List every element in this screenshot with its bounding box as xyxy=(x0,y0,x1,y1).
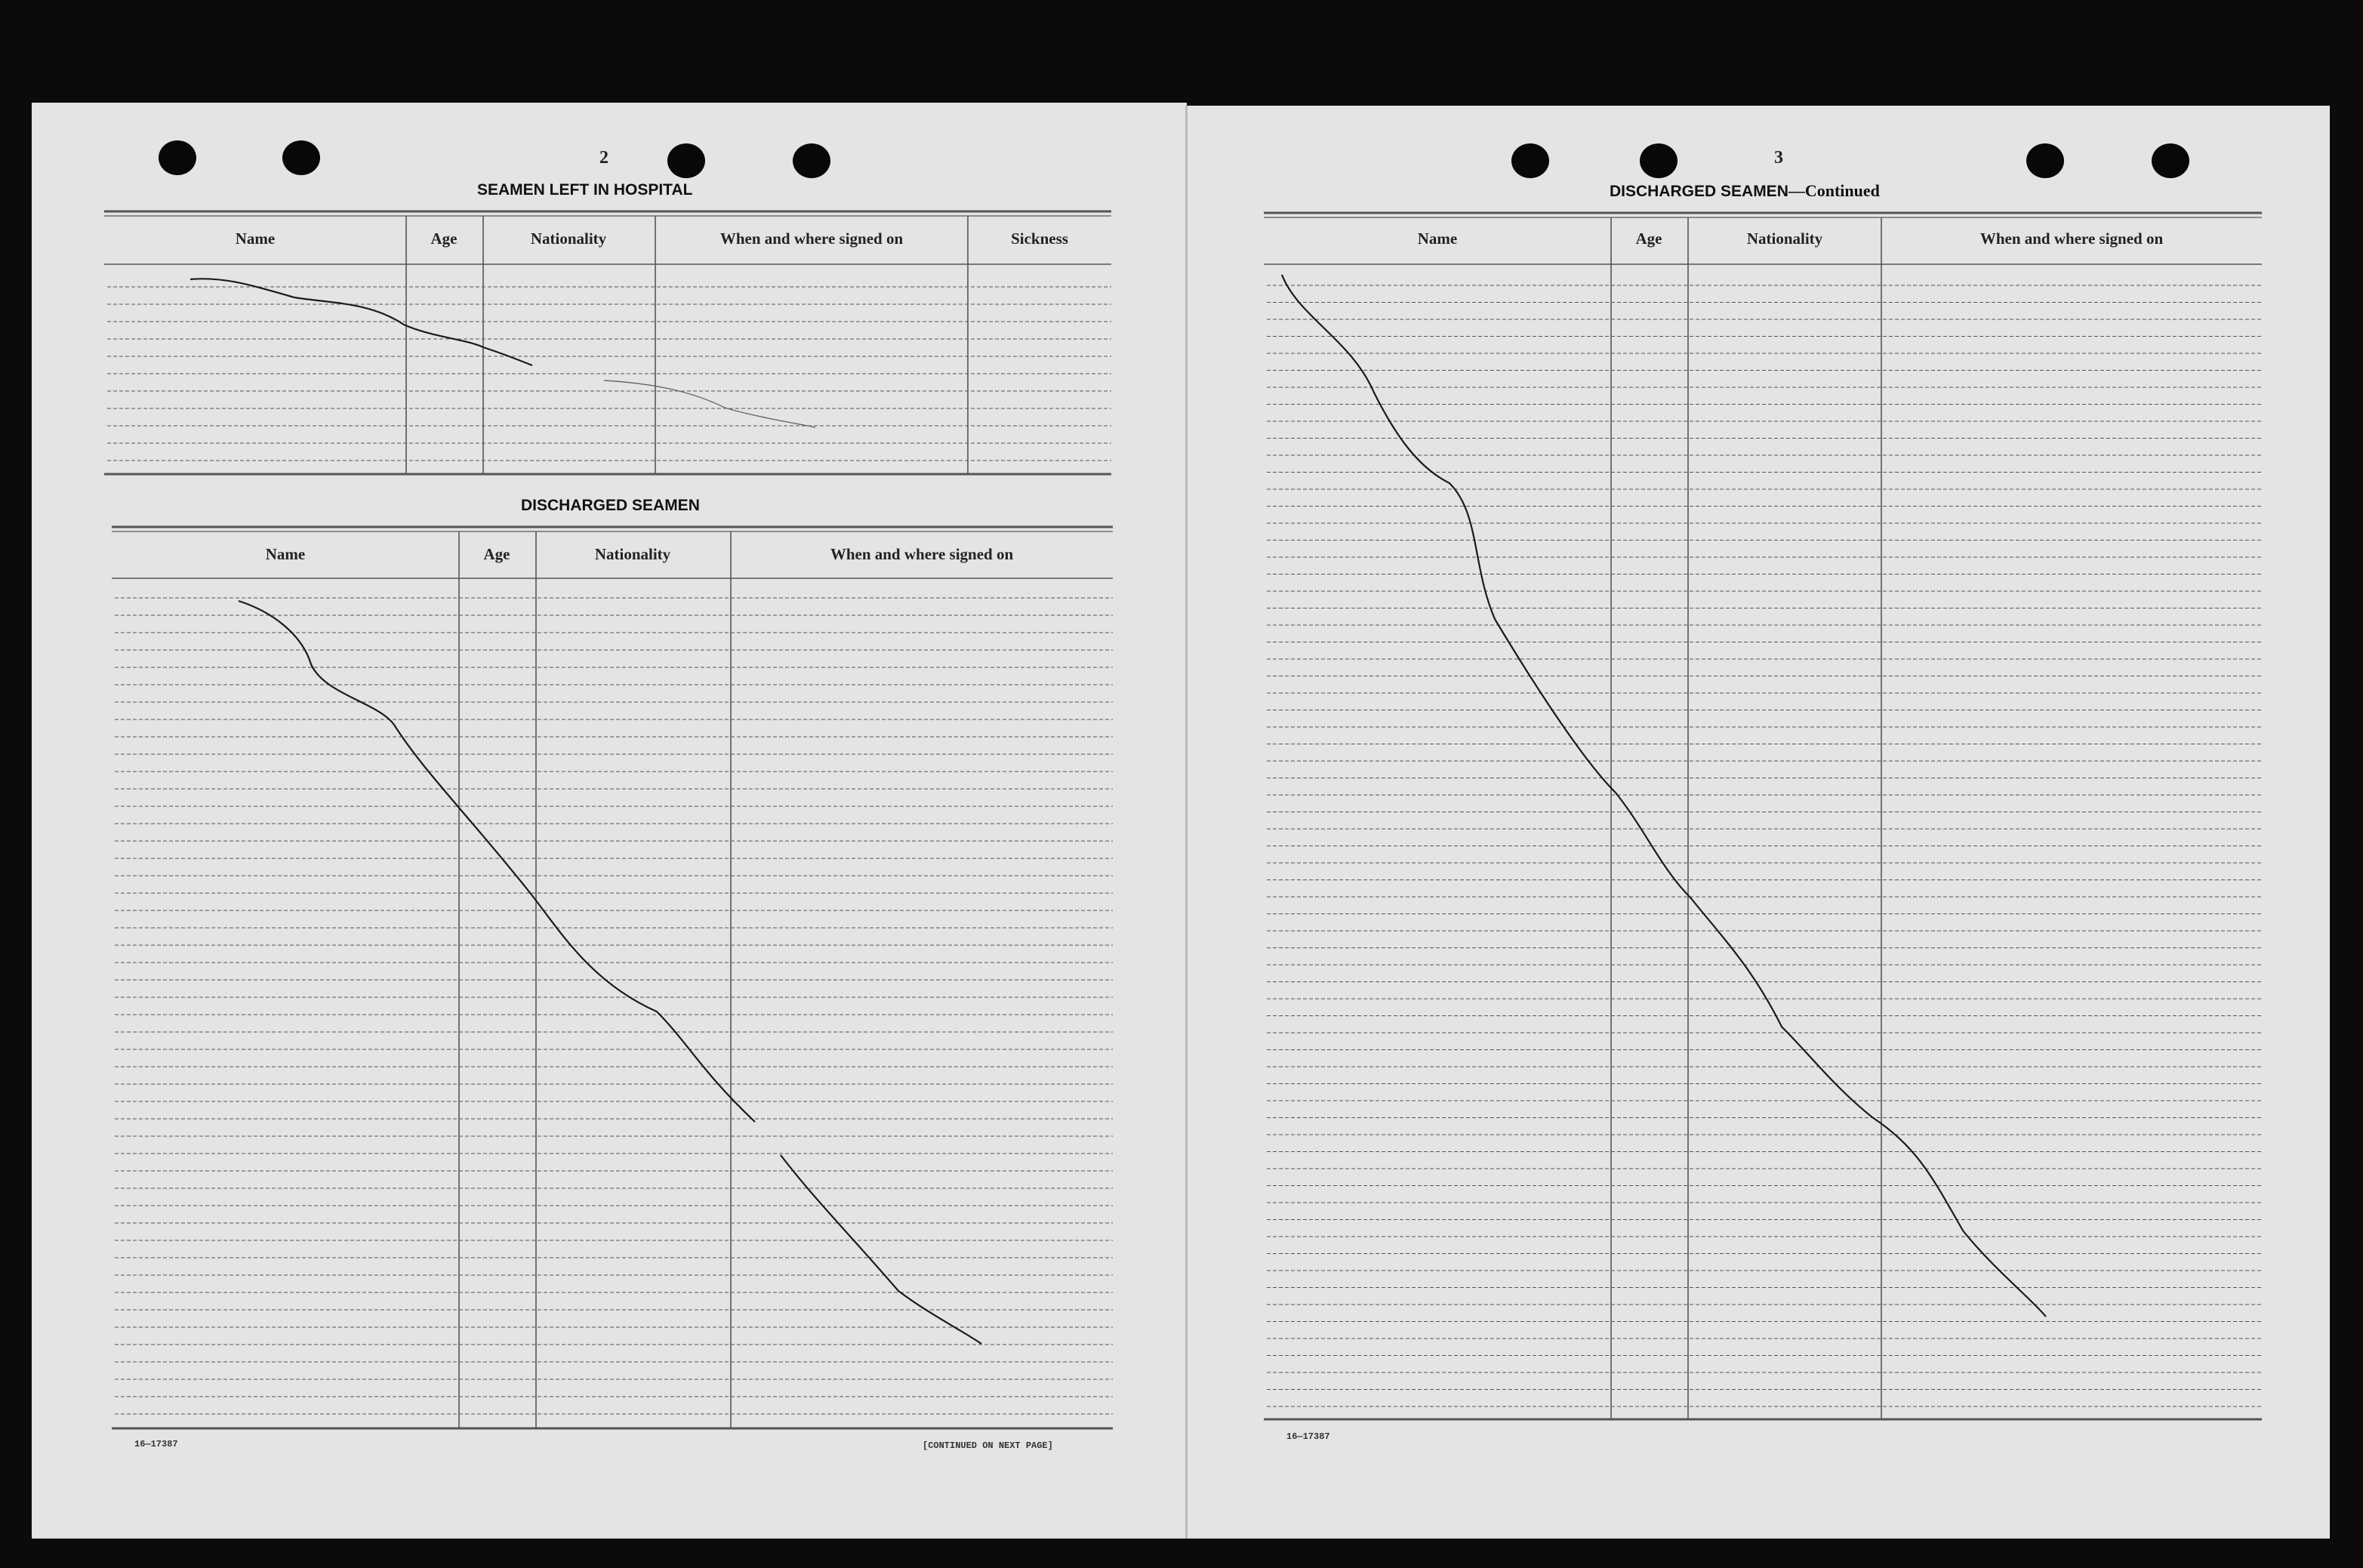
cancel-stroke-hospital xyxy=(190,279,532,365)
page-number: 2 xyxy=(599,148,608,168)
cancel-stroke-discharged xyxy=(239,601,755,1122)
form-number: 16—17387 xyxy=(1286,1431,1330,1442)
col-header-name: Name xyxy=(1417,230,1458,248)
col-header-nationality: Nationality xyxy=(1746,230,1823,248)
section-title-discharged: DISCHARGED SEAMEN xyxy=(521,497,700,514)
col-header-age: Age xyxy=(483,545,510,563)
col-header-age: Age xyxy=(430,230,458,248)
continued-note: [CONTINUED ON NEXT PAGE] xyxy=(923,1440,1053,1451)
section-title-discharged-continued xyxy=(1610,181,1880,201)
form-number: 16—17387 xyxy=(134,1439,178,1449)
cancel-stroke-right xyxy=(1282,275,2046,1317)
col-header-name: Name xyxy=(235,230,276,248)
page-number: 3 xyxy=(1774,148,1783,168)
col-header-signed-on: When and where signed on xyxy=(830,545,1014,563)
col-header-name: Name xyxy=(265,545,306,563)
col-header-nationality: Nationality xyxy=(594,545,671,563)
col-header-sickness: Sickness xyxy=(1011,230,1068,248)
title-main: DISCHARGED SEAMEN xyxy=(1610,183,1788,200)
cancel-stroke-discharged-2 xyxy=(781,1155,981,1344)
col-header-signed-on: When and where signed on xyxy=(719,230,904,248)
section-title-hospital: SEAMEN LEFT IN HOSPITAL xyxy=(477,181,693,199)
col-header-signed-on: When and where signed on xyxy=(1979,230,2164,248)
col-header-nationality: Nationality xyxy=(530,230,607,248)
cancel-stroke-hospital-faint xyxy=(604,380,815,427)
title-suffix: —Continued xyxy=(1788,181,1880,200)
col-header-age: Age xyxy=(1635,230,1662,248)
